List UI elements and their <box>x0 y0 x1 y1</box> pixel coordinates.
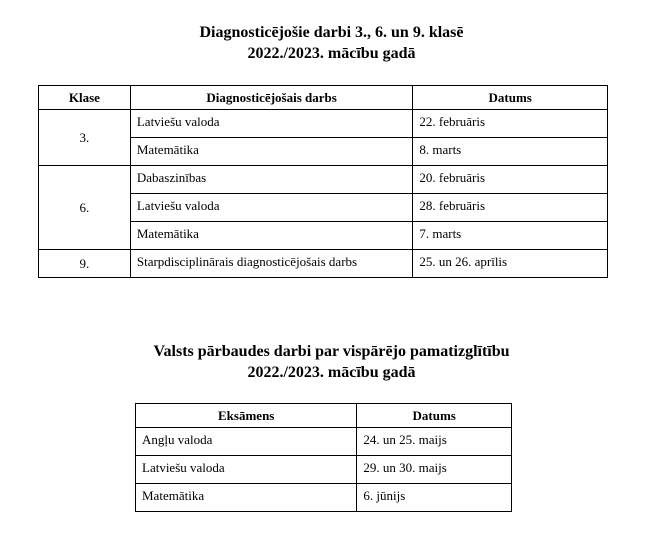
datums-cell: 6. jūnijs <box>357 484 512 512</box>
header-darbs: Diagnosticējošais darbs <box>130 86 413 110</box>
state-exams-title <box>0 341 663 383</box>
datums-cell: 24. un 25. maijs <box>357 428 512 456</box>
datums-cell: 29. un 30. maijs <box>357 456 512 484</box>
diagnostic-tests-table <box>38 85 608 278</box>
eksamens-cell: Angļu valoda <box>136 428 357 456</box>
datums-cell: 8. marts <box>413 138 608 166</box>
table-row <box>39 110 608 138</box>
darbs-cell: Matemātika <box>130 138 413 166</box>
darbs-cell: Latviešu valoda <box>130 110 413 138</box>
darbs-cell: Dabaszinības <box>130 166 413 194</box>
table-row <box>39 166 608 194</box>
header-klase: Klase <box>39 86 131 110</box>
datums-cell: 25. un 26. aprīlis <box>413 250 608 278</box>
table-header-row <box>39 86 608 110</box>
datums-cell: 7. marts <box>413 222 608 250</box>
darbs-cell: Matemātika <box>130 222 413 250</box>
klase-cell: 9. <box>39 250 131 278</box>
diagnostic-tests-title-line2: 2022./2023. mācību gadā <box>247 45 416 62</box>
datums-cell: 22. februāris <box>413 110 608 138</box>
diagnostic-tests-title <box>0 22 663 64</box>
table-header-row <box>136 404 512 428</box>
header-eksamens: Eksāmens <box>136 404 357 428</box>
datums-cell: 20. februāris <box>413 166 608 194</box>
table-row <box>39 250 608 278</box>
state-exams-table <box>135 403 512 512</box>
header-datums: Datums <box>357 404 512 428</box>
state-exams-title-line1: Valsts pārbaudes darbi par vispārējo pamatizglītību <box>153 343 510 360</box>
darbs-cell: Starpdisciplinārais diagnosticējošais darbs <box>130 250 413 278</box>
eksamens-cell: Matemātika <box>136 484 357 512</box>
datums-cell: 28. februāris <box>413 194 608 222</box>
header-datums: Datums <box>413 86 608 110</box>
table-row <box>136 484 512 512</box>
table-row <box>136 456 512 484</box>
darbs-cell: Latviešu valoda <box>130 194 413 222</box>
state-exams-title-line2: 2022./2023. mācību gadā <box>247 364 416 381</box>
diagnostic-tests-title-line1: Diagnosticējošie darbi 3., 6. un 9. klasē <box>199 24 464 41</box>
eksamens-cell: Latviešu valoda <box>136 456 357 484</box>
klase-cell: 6. <box>39 166 131 250</box>
table-row <box>136 428 512 456</box>
klase-cell: 3. <box>39 110 131 166</box>
